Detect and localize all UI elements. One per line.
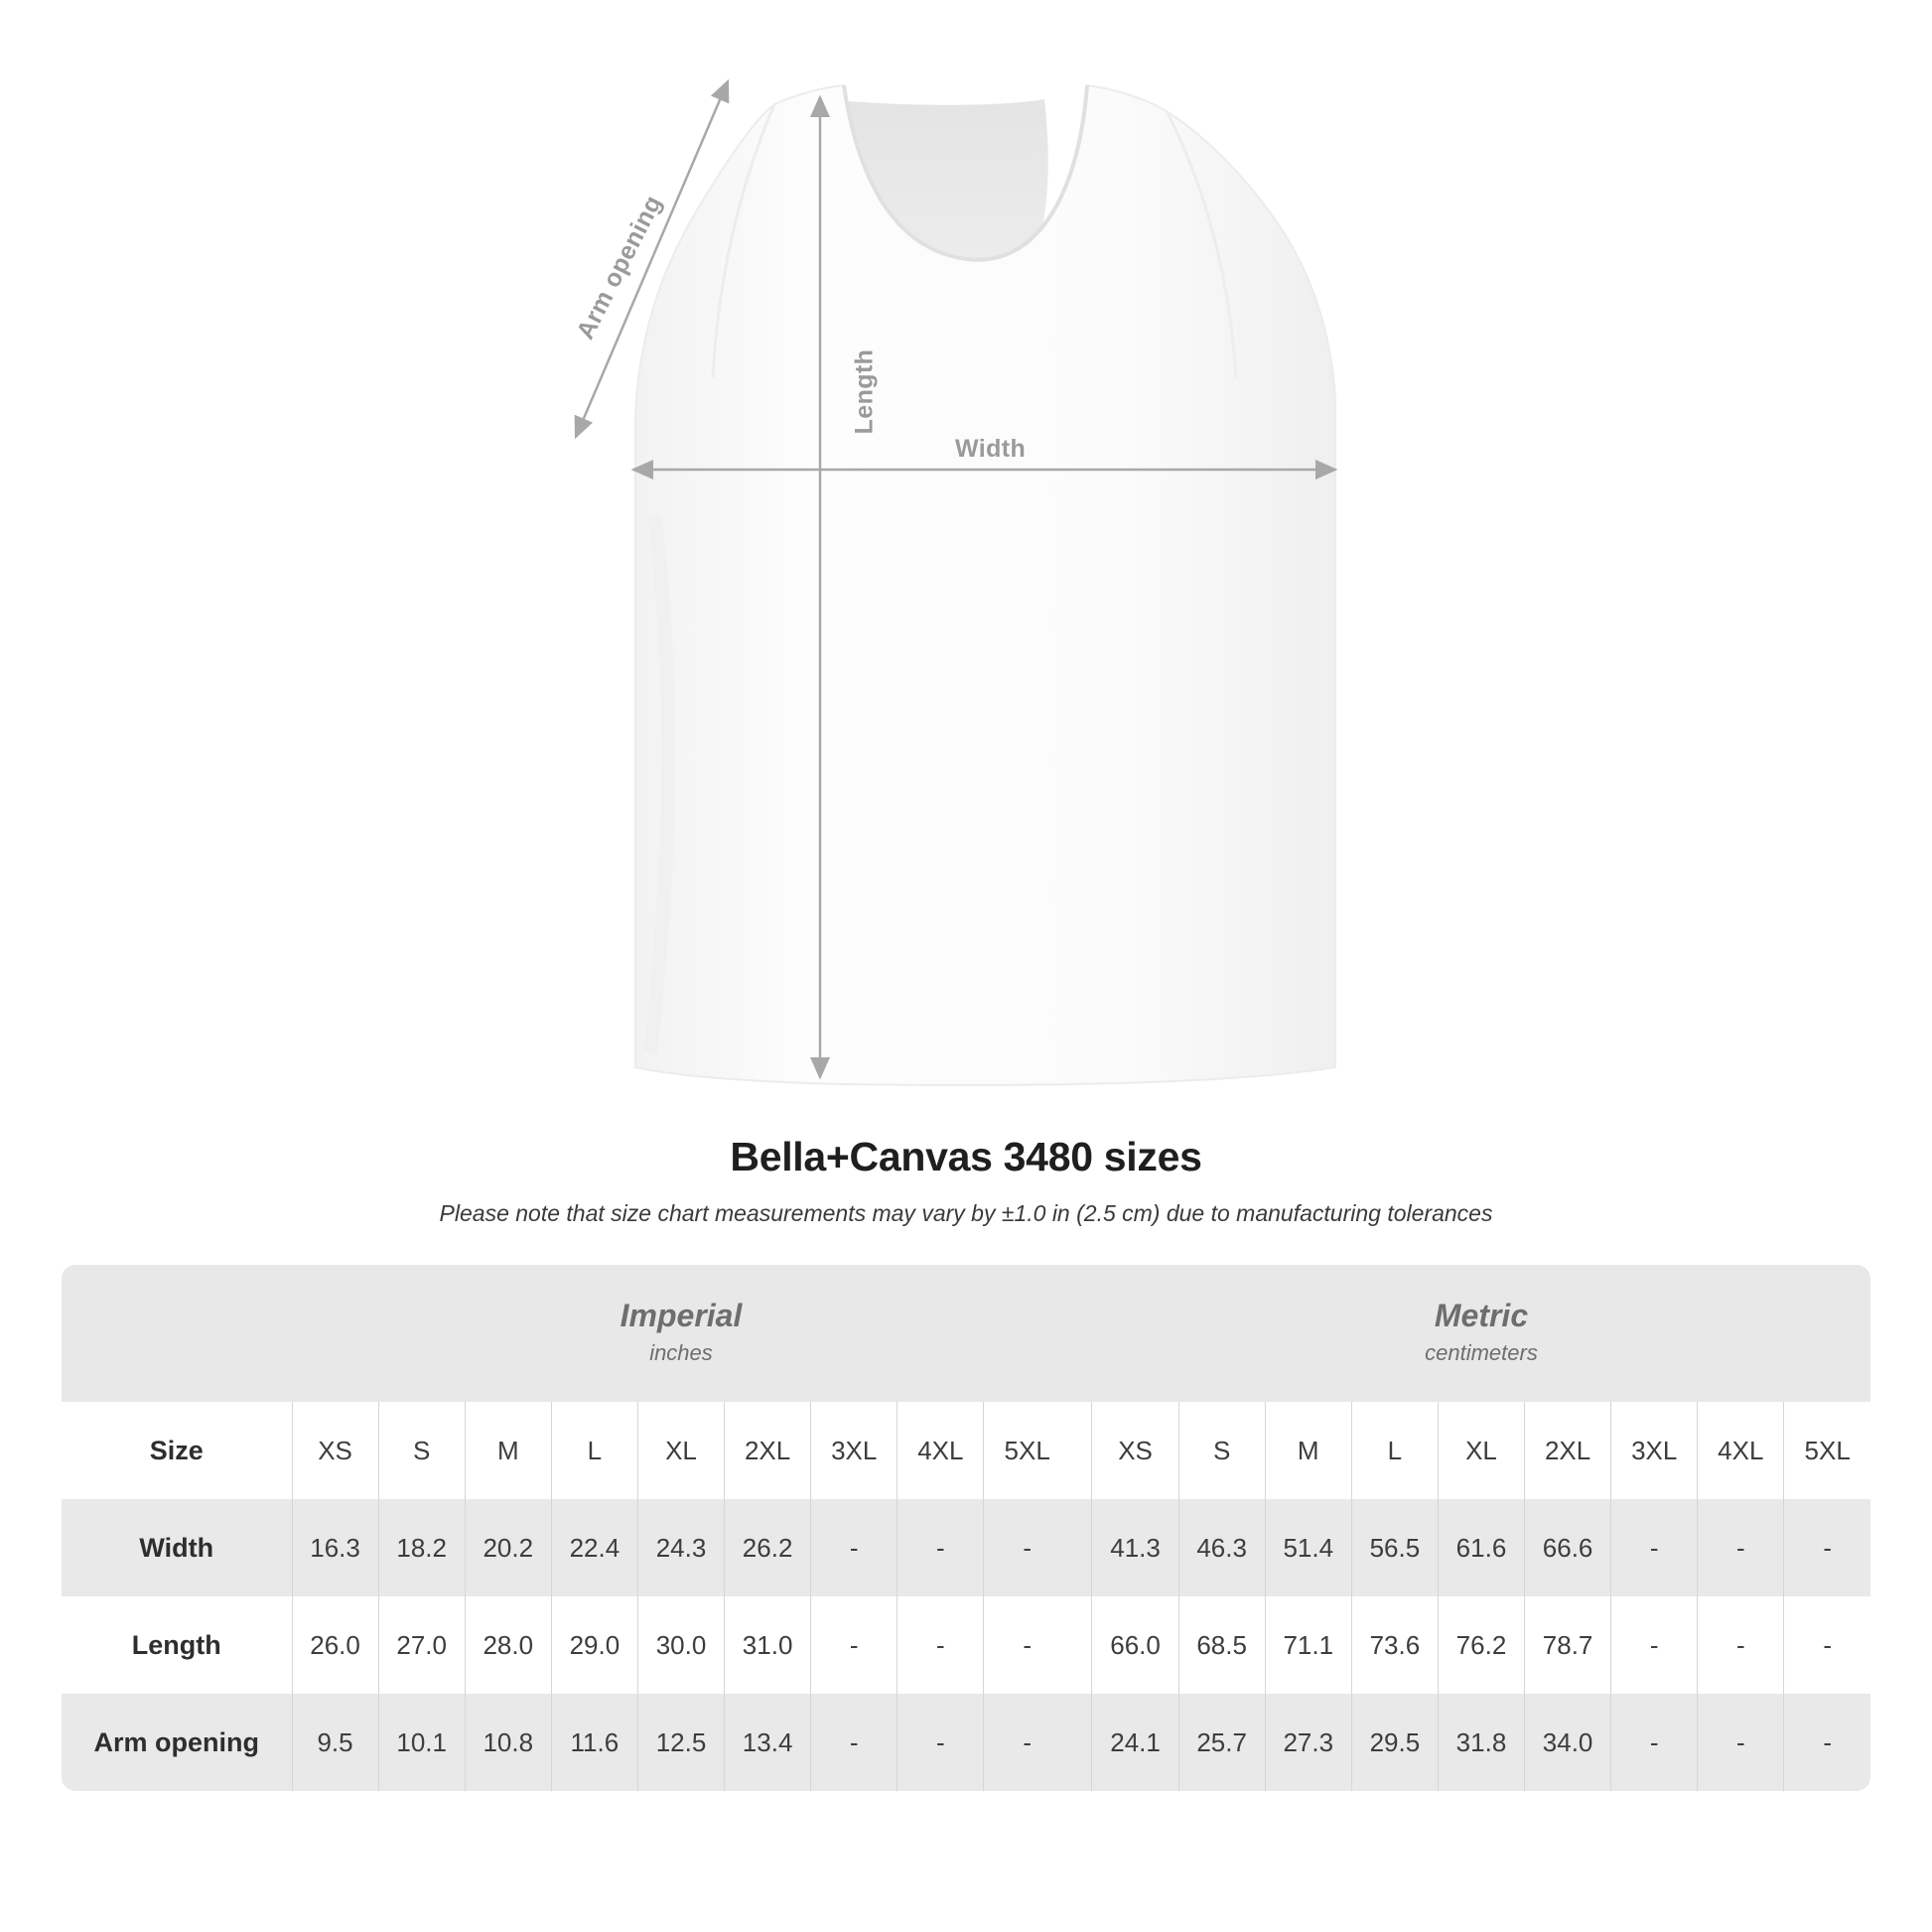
measurement-cell: 28.0 <box>465 1596 551 1694</box>
measurement-cell: 31.8 <box>1438 1694 1524 1791</box>
title-block <box>0 1134 1932 1227</box>
measurement-cell: 10.8 <box>465 1694 551 1791</box>
measurement-cell: 66.6 <box>1525 1499 1611 1596</box>
measurement-cell: - <box>1611 1596 1698 1694</box>
size-column-header: M <box>465 1402 551 1499</box>
measurement-cell: - <box>984 1694 1070 1791</box>
size-column-header: S <box>1178 1402 1265 1499</box>
column-gap <box>1070 1499 1092 1596</box>
measurement-cell: - <box>1611 1499 1698 1596</box>
measurement-cell: 56.5 <box>1351 1499 1438 1596</box>
measurement-cell: 12.5 <box>637 1694 724 1791</box>
measurement-cell: 26.0 <box>292 1596 378 1694</box>
size-column-header: L <box>551 1402 637 1499</box>
measurement-cell: 73.6 <box>1351 1596 1438 1694</box>
measurement-cell: 34.0 <box>1525 1694 1611 1791</box>
size-column-header: 5XL <box>1784 1402 1870 1499</box>
size-column-header: XL <box>1438 1402 1524 1499</box>
measurement-cell: 11.6 <box>551 1694 637 1791</box>
measurement-cell: - <box>1611 1694 1698 1791</box>
size-column-header: 4XL <box>897 1402 984 1499</box>
measurement-cell: - <box>1784 1694 1870 1791</box>
measurement-cell: 66.0 <box>1092 1596 1178 1694</box>
unit-header-spacer <box>62 1265 292 1402</box>
unit-subtitle: centimeters <box>1425 1340 1538 1366</box>
measurement-cell: 27.0 <box>378 1596 465 1694</box>
size-chart-table <box>62 1265 1870 1791</box>
measurement-cell: - <box>897 1499 984 1596</box>
measurement-cell: 16.3 <box>292 1499 378 1596</box>
page-title: Bella+Canvas 3480 sizes <box>730 1134 1202 1179</box>
size-column-header: 4XL <box>1698 1402 1784 1499</box>
measurement-cell: - <box>1698 1596 1784 1694</box>
unit-name: Metric <box>1434 1298 1529 1334</box>
measurement-cell: 20.2 <box>465 1499 551 1596</box>
measurement-cell: - <box>1698 1694 1784 1791</box>
measurement-cell: 51.4 <box>1265 1499 1351 1596</box>
measurement-cell: - <box>811 1694 897 1791</box>
measurement-cell: 76.2 <box>1438 1596 1524 1694</box>
column-gap <box>1070 1265 1092 1402</box>
measurement-cell: 30.0 <box>637 1596 724 1694</box>
length-label: Length <box>850 348 879 435</box>
measurement-cell: - <box>1698 1499 1784 1596</box>
table-row <box>62 1596 1870 1694</box>
measurement-cell: 22.4 <box>551 1499 637 1596</box>
size-header-row <box>62 1402 1870 1499</box>
size-column-header: 3XL <box>811 1402 897 1499</box>
size-column-header: 5XL <box>984 1402 1070 1499</box>
column-gap <box>1070 1596 1092 1694</box>
measurement-label: Length <box>62 1596 292 1694</box>
size-column-header: XL <box>637 1402 724 1499</box>
size-column-header: M <box>1265 1402 1351 1499</box>
measurement-cell: - <box>1784 1499 1870 1596</box>
size-column-header: S <box>378 1402 465 1499</box>
size-column-header: L <box>1351 1402 1438 1499</box>
measurement-cell: 24.1 <box>1092 1694 1178 1791</box>
column-gap <box>1070 1694 1092 1791</box>
measurement-cell: 25.7 <box>1178 1694 1265 1791</box>
table-row <box>62 1499 1870 1596</box>
measurement-cell: 9.5 <box>292 1694 378 1791</box>
size-column-header: XS <box>1092 1402 1178 1499</box>
measurement-cell: 27.3 <box>1265 1694 1351 1791</box>
measurement-label: Arm opening <box>62 1694 292 1791</box>
size-column-header: 2XL <box>725 1402 811 1499</box>
measurement-cell: 31.0 <box>725 1596 811 1694</box>
measurement-cell: 26.2 <box>725 1499 811 1596</box>
arm-opening-label: Arm opening <box>571 191 668 345</box>
measurement-cell: - <box>811 1596 897 1694</box>
measurement-cell: - <box>897 1694 984 1791</box>
measurement-cell: - <box>897 1596 984 1694</box>
size-header-cell: Size <box>62 1402 292 1499</box>
unit-header-imperial <box>292 1265 1070 1402</box>
table-row <box>62 1694 1870 1791</box>
unit-subtitle: inches <box>649 1340 713 1366</box>
measurement-cell: 10.1 <box>378 1694 465 1791</box>
unit-header-metric <box>1092 1265 1870 1402</box>
measurement-label: Width <box>62 1499 292 1596</box>
measurement-cell: - <box>984 1596 1070 1694</box>
unit-header-row <box>62 1265 1870 1402</box>
measurement-cell: - <box>811 1499 897 1596</box>
measurement-cell: 29.0 <box>551 1596 637 1694</box>
measurement-cell: 68.5 <box>1178 1596 1265 1694</box>
size-column-header: 3XL <box>1611 1402 1698 1499</box>
measurement-cell: 13.4 <box>725 1694 811 1791</box>
column-gap <box>1070 1402 1092 1499</box>
measurement-cell: 61.6 <box>1438 1499 1524 1596</box>
measurement-cell: 71.1 <box>1265 1596 1351 1694</box>
size-column-header: 2XL <box>1525 1402 1611 1499</box>
unit-name: Imperial <box>620 1298 743 1334</box>
measurement-cell: 24.3 <box>637 1499 724 1596</box>
measurement-cell: 29.5 <box>1351 1694 1438 1791</box>
size-column-header: XS <box>292 1402 378 1499</box>
width-label: Width <box>955 435 1027 463</box>
tolerance-note: Please note that size chart measurements may vary by ±1.0 in (2.5 cm) due to manufacturing tolerances <box>439 1200 1493 1226</box>
measurement-cell: 78.7 <box>1525 1596 1611 1694</box>
measurement-cell: 41.3 <box>1092 1499 1178 1596</box>
measurement-cell: 18.2 <box>378 1499 465 1596</box>
measurement-cell: 46.3 <box>1178 1499 1265 1596</box>
measurement-cell: - <box>984 1499 1070 1596</box>
size-chart-table-wrapper <box>62 1265 1870 1791</box>
measurement-cell: - <box>1784 1596 1870 1694</box>
